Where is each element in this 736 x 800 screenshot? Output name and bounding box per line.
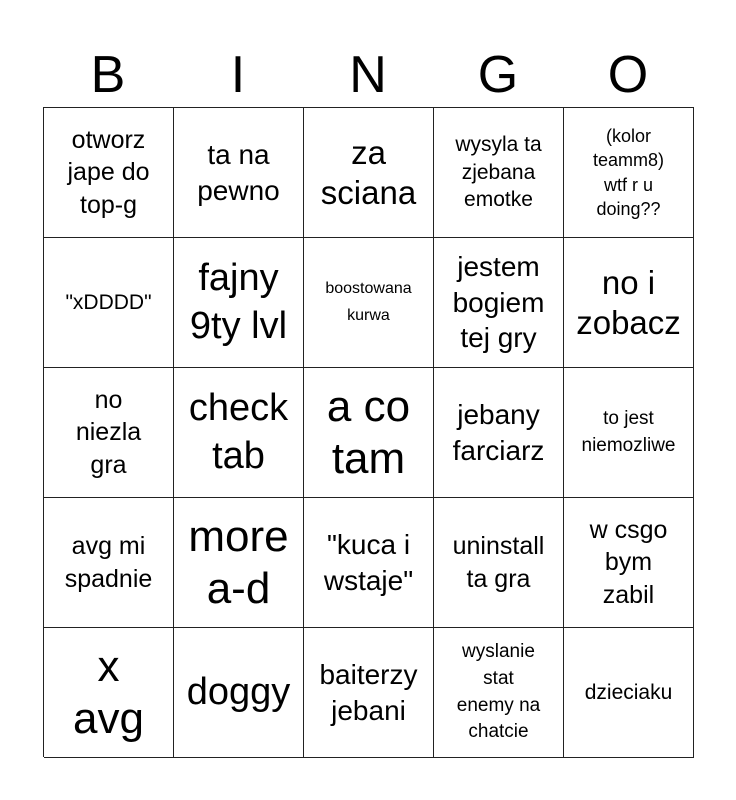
bingo-cell[interactable]: uninstall ta gra bbox=[434, 498, 564, 628]
bingo-cell[interactable]: w csgo bym zabil bbox=[564, 498, 694, 628]
bingo-cell[interactable]: dzieciaku bbox=[564, 628, 694, 758]
bingo-cell[interactable]: jebany farciarz bbox=[434, 368, 564, 498]
header-letter-n: N bbox=[349, 46, 387, 104]
bingo-cell[interactable]: za sciana bbox=[304, 108, 434, 238]
header-letter-g: G bbox=[477, 46, 519, 104]
bingo-cell[interactable]: to jest niemozliwe bbox=[564, 368, 694, 498]
bingo-cell[interactable]: boostowana kurwa bbox=[304, 238, 434, 368]
bingo-cell[interactable]: no i zobacz bbox=[564, 238, 694, 368]
header-letter-i: I bbox=[230, 46, 246, 104]
bingo-cell[interactable]: wysyla ta zjebana emotke bbox=[434, 108, 564, 238]
bingo-cell[interactable]: no niezla gra bbox=[44, 368, 174, 498]
bingo-cell[interactable]: a co tam bbox=[304, 368, 434, 498]
bingo-cell[interactable]: wyslanie stat enemy na chatcie bbox=[434, 628, 564, 758]
bingo-cell[interactable]: jestem bogiem tej gry bbox=[434, 238, 564, 368]
bingo-cell[interactable]: avg mi spadnie bbox=[44, 498, 174, 628]
header-letter-b: B bbox=[90, 46, 126, 104]
bingo-header bbox=[43, 42, 693, 108]
bingo-cell[interactable]: "kuca i wstaje" bbox=[304, 498, 434, 628]
bingo-cell[interactable]: fajny 9ty lvl bbox=[174, 238, 304, 368]
header-letter-o: O bbox=[607, 46, 649, 104]
bingo-cell[interactable]: doggy bbox=[174, 628, 304, 758]
bingo-cell[interactable]: (kolor teamm8) wtf r u doing?? bbox=[564, 108, 694, 238]
bingo-cell[interactable]: more a-d bbox=[174, 498, 304, 628]
bingo-cell[interactable]: baiterzy jebani bbox=[304, 628, 434, 758]
bingo-board bbox=[43, 107, 694, 757]
bingo-cell[interactable]: otworz jape do top-g bbox=[44, 108, 174, 238]
bingo-cell[interactable]: ta na pewno bbox=[174, 108, 304, 238]
bingo-cell[interactable]: x avg bbox=[44, 628, 174, 758]
bingo-cell[interactable]: "xDDDD" bbox=[44, 238, 174, 368]
bingo-cell[interactable]: check tab bbox=[174, 368, 304, 498]
